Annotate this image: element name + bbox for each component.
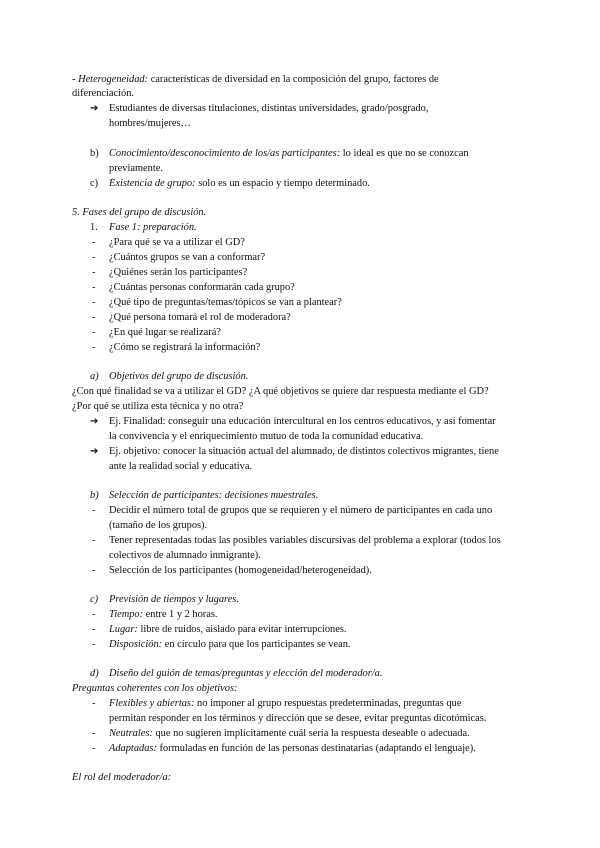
arrow-item-text-cont: ante la realidad social y educativa. [109, 461, 253, 472]
phase-number: 1. [90, 222, 98, 233]
dash-bullet: - [92, 698, 96, 709]
question-item: ¿Cuántos grupos se van a conformar? [109, 252, 266, 263]
dash-bullet: - [92, 535, 96, 546]
dash-bullet: - [92, 282, 96, 293]
seleccion-item: Selección de los participantes (homogeneidad/heterogeneidad). [109, 565, 372, 576]
question-item: ¿Qué tipo de preguntas/temas/tópicos se van a plantear? [109, 297, 342, 308]
arrow-item-text-cont: la convivencia y el enriquecimiento mutuo de toda la comunidad educativa. [109, 431, 424, 442]
dash-bullet: - [92, 237, 96, 248]
conocimiento-text: lo ideal es que no se conozcan [342, 148, 469, 159]
dash-bullet: - [92, 267, 96, 278]
disposicion-label: Disposición: [109, 639, 163, 650]
list-label-d: d) [90, 668, 99, 679]
dash-bullet: - [92, 609, 96, 620]
seleccion-item-cont: (tamaño de los grupos). [109, 520, 208, 531]
list-label-c: c) [90, 594, 99, 605]
conocimiento-line [109, 146, 469, 161]
existencia-line [109, 176, 370, 191]
neutrales-text: que no sugieren implícitamente cuál sería la respuesta deseable o adecuada. [155, 728, 470, 739]
disposicion-line [109, 637, 351, 652]
list-label-a: a) [90, 371, 99, 382]
neutrales-line [109, 726, 470, 741]
heterogeneidad-line: - Heterogeneidad: características de diversidad en la composición del grupo, factores de [72, 74, 439, 85]
objetivos-title: Objetivos del grupo de discusión. [109, 371, 249, 382]
conocimiento-text-cont: previamente. [109, 163, 163, 174]
section-heading-fases: 5. Fases del grupo de discusión. [72, 207, 207, 218]
list-label-c: c) [90, 178, 99, 189]
objetivos-text-cont: ¿Por qué se utiliza esta técnica y no otra? [72, 401, 244, 412]
flexibles-text-cont: permitan responder en los términos y dirección que se desee, evitar preguntas dicotómicas. [109, 713, 487, 724]
question-item: ¿Para qué se va a utilizar el GD? [109, 237, 245, 248]
tiempo-text: entre 1 y 2 horas. [145, 609, 218, 620]
dash-bullet: - [92, 565, 96, 576]
adaptadas-label: Adaptadas: [109, 743, 157, 754]
arrow-item-text-cont: hombres/mujeres… [109, 118, 191, 129]
lugar-text: libre de ruidos, aislado para evitar interrupciones. [140, 624, 347, 635]
dash-bullet: - [92, 327, 96, 338]
prevision-title: Previsión de tiempos y lugares. [109, 594, 239, 605]
arrow-item-text: Estudiantes de diversas titulaciones, distintas universidades, grado/posgrado, [109, 103, 429, 114]
list-label-b: b) [90, 490, 99, 501]
dash-bullet: - [92, 252, 96, 263]
dash-bullet: - [92, 728, 96, 739]
conocimiento-title: Conocimiento/desconocimiento de los/as participantes: [109, 148, 341, 159]
seleccion-item-cont: colectivos de alumnado inmigrante). [109, 550, 261, 561]
question-item: ¿Qué persona tomará el rol de moderadora? [109, 312, 291, 323]
adaptadas-text: formuladas en función de las personas destinatarias (adaptando el lenguaje). [159, 743, 476, 754]
rol-heading: El rol del moderador/a: [72, 772, 172, 783]
flexibles-line [109, 696, 461, 711]
flexibles-text: no imponer al grupo respuestas predeterminadas, preguntas que [197, 698, 462, 709]
question-item: ¿Cómo se registrará la información? [109, 342, 261, 353]
flexibles-label: Flexibles y abiertas: [109, 698, 195, 709]
preguntas-subheading: Preguntas coherentes con los objetivos: [72, 683, 238, 694]
existencia-title: Existencia de grupo: [109, 178, 196, 189]
dash-bullet: - [92, 743, 96, 754]
objetivos-text: ¿Con qué finalidad se va a utilizar el GD? ¿A qué objetivos se quiere dar respuesta mediante el GD? [72, 386, 489, 397]
heterogeneidad-label: Heterogeneidad: [78, 74, 149, 85]
arrow-item-text: Ej. objetivo: conocer la situación actual del alumnado, de distintos colectivos migrantes, tiene [109, 446, 499, 457]
seleccion-title: Selección de participantes: decisiones muestrales. [109, 490, 319, 501]
lugar-line [109, 622, 347, 637]
dash-bullet: - [92, 342, 96, 353]
arrow-icon: ➔ [90, 103, 99, 114]
list-label-b: b) [90, 148, 99, 159]
dash-bullet: - [92, 312, 96, 323]
dash-bullet: - [92, 297, 96, 308]
tiempo-line [109, 607, 218, 622]
dash-bullet: - [92, 639, 96, 650]
disposicion-text: en círculo para que los participantes se vean. [164, 639, 351, 650]
question-item: ¿Quiénes serán los participantes? [109, 267, 248, 278]
arrow-icon: ➔ [90, 446, 99, 457]
diseno-title: Diseño del guión de temas/preguntas y elección del moderador/a. [109, 668, 383, 679]
dash-bullet: - [92, 624, 96, 635]
tiempo-label: Tiempo: [109, 609, 144, 620]
seleccion-item: Decidir el número total de grupos que se requieren y el número de participantes en cada uno [109, 505, 493, 516]
phase-title: Fase 1: preparación. [109, 222, 197, 233]
heterogeneidad-text-cont: diferenciación. [72, 88, 135, 99]
arrow-icon: ➔ [90, 416, 99, 427]
question-item: ¿Cuántas personas conformarán cada grupo? [109, 282, 295, 293]
adaptadas-line [109, 741, 476, 756]
seleccion-item: Tener representadas todas las posibles variables discursivas del problema a explorar (todos los [109, 535, 501, 546]
lugar-label: Lugar: [109, 624, 138, 635]
question-item: ¿En qué lugar se realizará? [109, 327, 221, 338]
neutrales-label: Neutrales: [109, 728, 153, 739]
existencia-text: solo es un espacio y tiempo determinado. [198, 178, 370, 189]
arrow-item-text: Ej. Finalidad: conseguir una educación intercultural en los centros educativos, y así fomentar [109, 416, 496, 427]
heterogeneidad-text: características de diversidad en la composición del grupo, factores de [150, 74, 439, 85]
dash-bullet: - [92, 505, 96, 516]
